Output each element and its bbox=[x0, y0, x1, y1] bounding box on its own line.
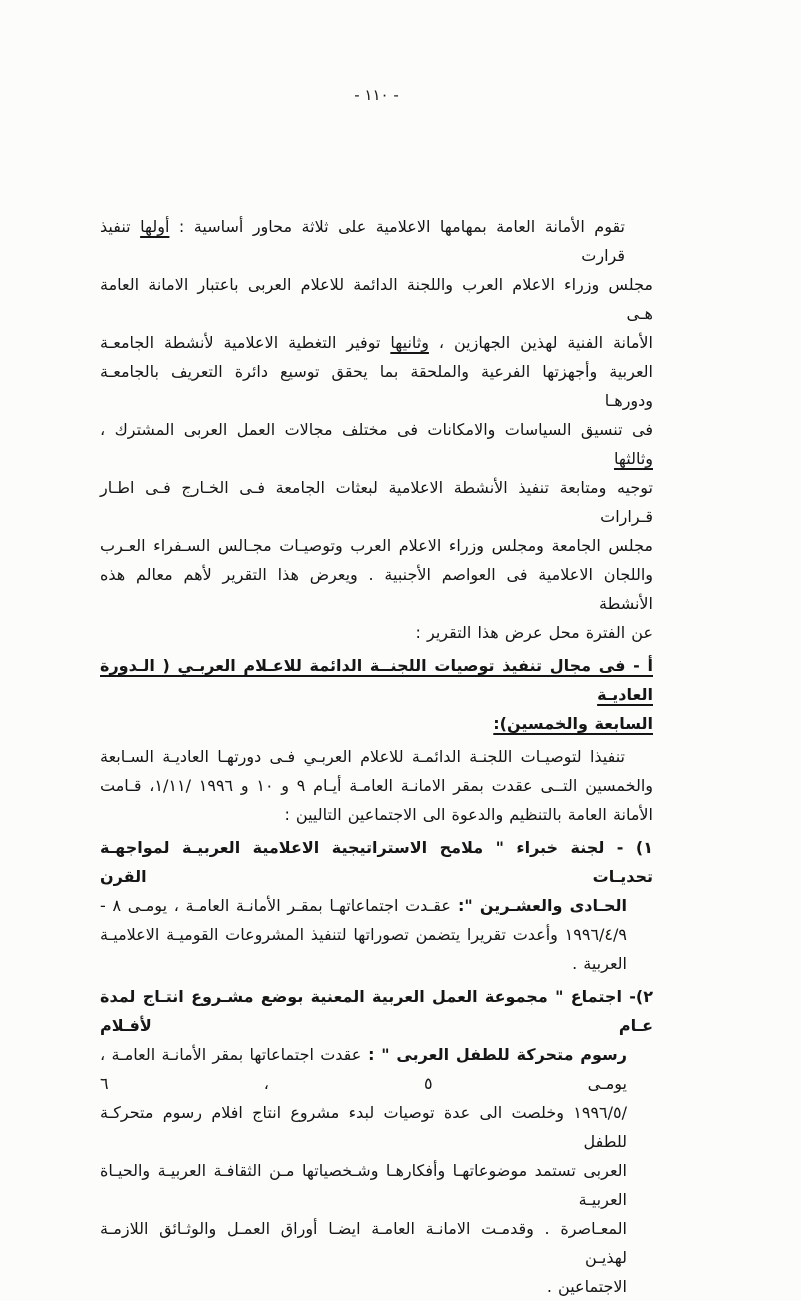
item-1-lead: الحـادى والعشـرين ": bbox=[450, 896, 628, 915]
expert-committee-item bbox=[100, 833, 653, 978]
text-line bbox=[100, 891, 653, 920]
item-2-lead: ٢)- اجتماع " مجموعة العمل العربية المعنية بوضع مشـروع انتـاج لمدة عـام لأفـلام bbox=[100, 987, 653, 1035]
text-segment: توفير التغطية الاعلامية لأنشطة الجامعـة bbox=[100, 333, 391, 352]
text-line bbox=[100, 357, 653, 415]
text-line bbox=[100, 1098, 653, 1156]
text-segment: الأمانة العامة بالتنظيم والدعوة الى الاجتماعين التاليين : bbox=[284, 805, 653, 824]
section-a-paragraph bbox=[100, 742, 653, 829]
underlined-phrase-third: وثالثها bbox=[613, 449, 653, 468]
text-line bbox=[100, 1214, 653, 1272]
text-line bbox=[100, 415, 653, 473]
text-line bbox=[100, 833, 653, 891]
text-segment: مجلس وزراء الاعلام العرب واللجنة الدائمة للاعلام العربى باعتبار الامانة العامة هـى bbox=[100, 275, 653, 323]
meeting-date: ١٩٩٦/٥/ bbox=[573, 1103, 627, 1122]
text-line bbox=[100, 618, 653, 647]
text-segment: العربية وأجهزتها الفرعية والملحقة بما يحقق توسيع دائرة التعريف بالجامعـة ودورهـا bbox=[100, 362, 653, 410]
text-line bbox=[100, 651, 653, 709]
text-segment: تقوم الأمانة العامة بمهامها الاعلامية على ثلاثة محاور أساسية : bbox=[169, 217, 626, 236]
meeting-date: ١٩٩٦/٤/٩ bbox=[564, 925, 627, 944]
text-segment: واللجان الاعلامية فى العواصم الأجنبية . ويعرض هذا التقرير لأهم معالم هذه الأنشطة bbox=[100, 565, 653, 613]
text-line bbox=[100, 982, 653, 1040]
underlined-phrase-second: وثانيها bbox=[390, 333, 429, 352]
underlined-phrase-first: أولها bbox=[140, 217, 170, 236]
text-segment: وخلصت الى عدة توصيات لبدء مشروع انتاج افلام رسوم متحركـة للطفل bbox=[100, 1103, 627, 1151]
text-line bbox=[100, 560, 653, 618]
text-line bbox=[100, 328, 653, 357]
text-line bbox=[100, 473, 653, 531]
page-number: - ١١٠ - bbox=[354, 86, 399, 104]
section-a-title-line: السابعة والخمسين): bbox=[493, 714, 653, 733]
text-segment: توجيه ومتابعة تنفيذ الأنشطة الاعلامية لبعثات الجامعة فـى الخـارج فـى اطـار قـرارات bbox=[100, 478, 653, 526]
text-line bbox=[100, 709, 653, 738]
text-line bbox=[100, 920, 653, 949]
intro-paragraph bbox=[100, 212, 653, 647]
text-line bbox=[100, 1156, 653, 1214]
text-segment: والخمسين التــى عقدت بمقر الامانـة العامـة أيـام ٩ و ١٠ و bbox=[233, 776, 653, 795]
text-line bbox=[100, 800, 653, 829]
text-segment: ، قـامت bbox=[100, 776, 155, 795]
text-segment: المعـاصرة . وقدمـت الامانـة العامـة ايضـا أوراق العمـل والوثـائق اللازمـة لهذيـن bbox=[100, 1219, 627, 1267]
text-segment: مجلس الجامعة ومجلس وزراء الاعلام العرب وتوصيـات مجـالس السـفراء العـرب bbox=[100, 536, 653, 555]
text-line bbox=[100, 771, 653, 800]
text-segment: عقدت اجتماعاتها بمقر الأمانـة العامـة ، يومـى ٥ ، ٦ bbox=[100, 1045, 627, 1093]
section-a-title-line: أ - فى مجال تنفيذ توصيات اللجنــة الدائمة للاعـلام العربـي ( الـدورة العاديـة bbox=[100, 656, 653, 704]
meeting-date: ١٩٩٦ /١/١١ bbox=[154, 776, 234, 795]
text-segment: الأمانة الفنية لهذين الجهازين ، bbox=[428, 333, 654, 352]
document-body bbox=[100, 212, 653, 1301]
text-line bbox=[100, 270, 653, 328]
text-segment: تنفيذا لتوصيـات اللجنـة الدائمـة للاعلام العربـي فـى دورتهـا العاديـة السـابعة bbox=[100, 747, 625, 766]
item-1-lead: ١) - لجنة خبراء " ملامح الاستراتيجية الاعلامية العربيـة لمواجهـة تحديـات القرن bbox=[100, 838, 653, 886]
text-line bbox=[100, 742, 653, 771]
section-a-heading bbox=[100, 651, 653, 738]
text-line bbox=[100, 1272, 653, 1301]
text-line bbox=[100, 212, 653, 270]
working-group-item bbox=[100, 982, 653, 1301]
text-segment: العربية . bbox=[572, 954, 627, 973]
text-segment: فى تنسيق السياسات والامكانات فى مختلف مجالات العمل العربى المشترك ، bbox=[100, 420, 653, 439]
text-segment: عقـدت اجتماعاتهـا بمقـر الأمانـة العامـة ، يومـى ٨ - bbox=[100, 896, 451, 915]
text-line bbox=[100, 531, 653, 560]
item-2-lead: رسوم متحركة للطفل العربى " : bbox=[361, 1045, 627, 1064]
text-line bbox=[100, 1040, 653, 1098]
text-line bbox=[100, 949, 653, 978]
text-segment: عن الفترة محل عرض هذا التقرير : bbox=[415, 623, 653, 642]
text-segment: الاجتماعين . bbox=[546, 1277, 627, 1296]
text-segment: تنفيذ قرارت bbox=[100, 217, 625, 265]
text-segment: وأعدت تقريرا يتضمن تصوراتها لتنفيذ المشروعات القوميـة الاعلاميـة bbox=[100, 925, 565, 944]
text-segment: العربى تستمد موضوعاتهـا وأفكارهـا وشـخصياتها مـن الثقافـة العربيـة والحيـاة العربيـة bbox=[100, 1161, 627, 1209]
